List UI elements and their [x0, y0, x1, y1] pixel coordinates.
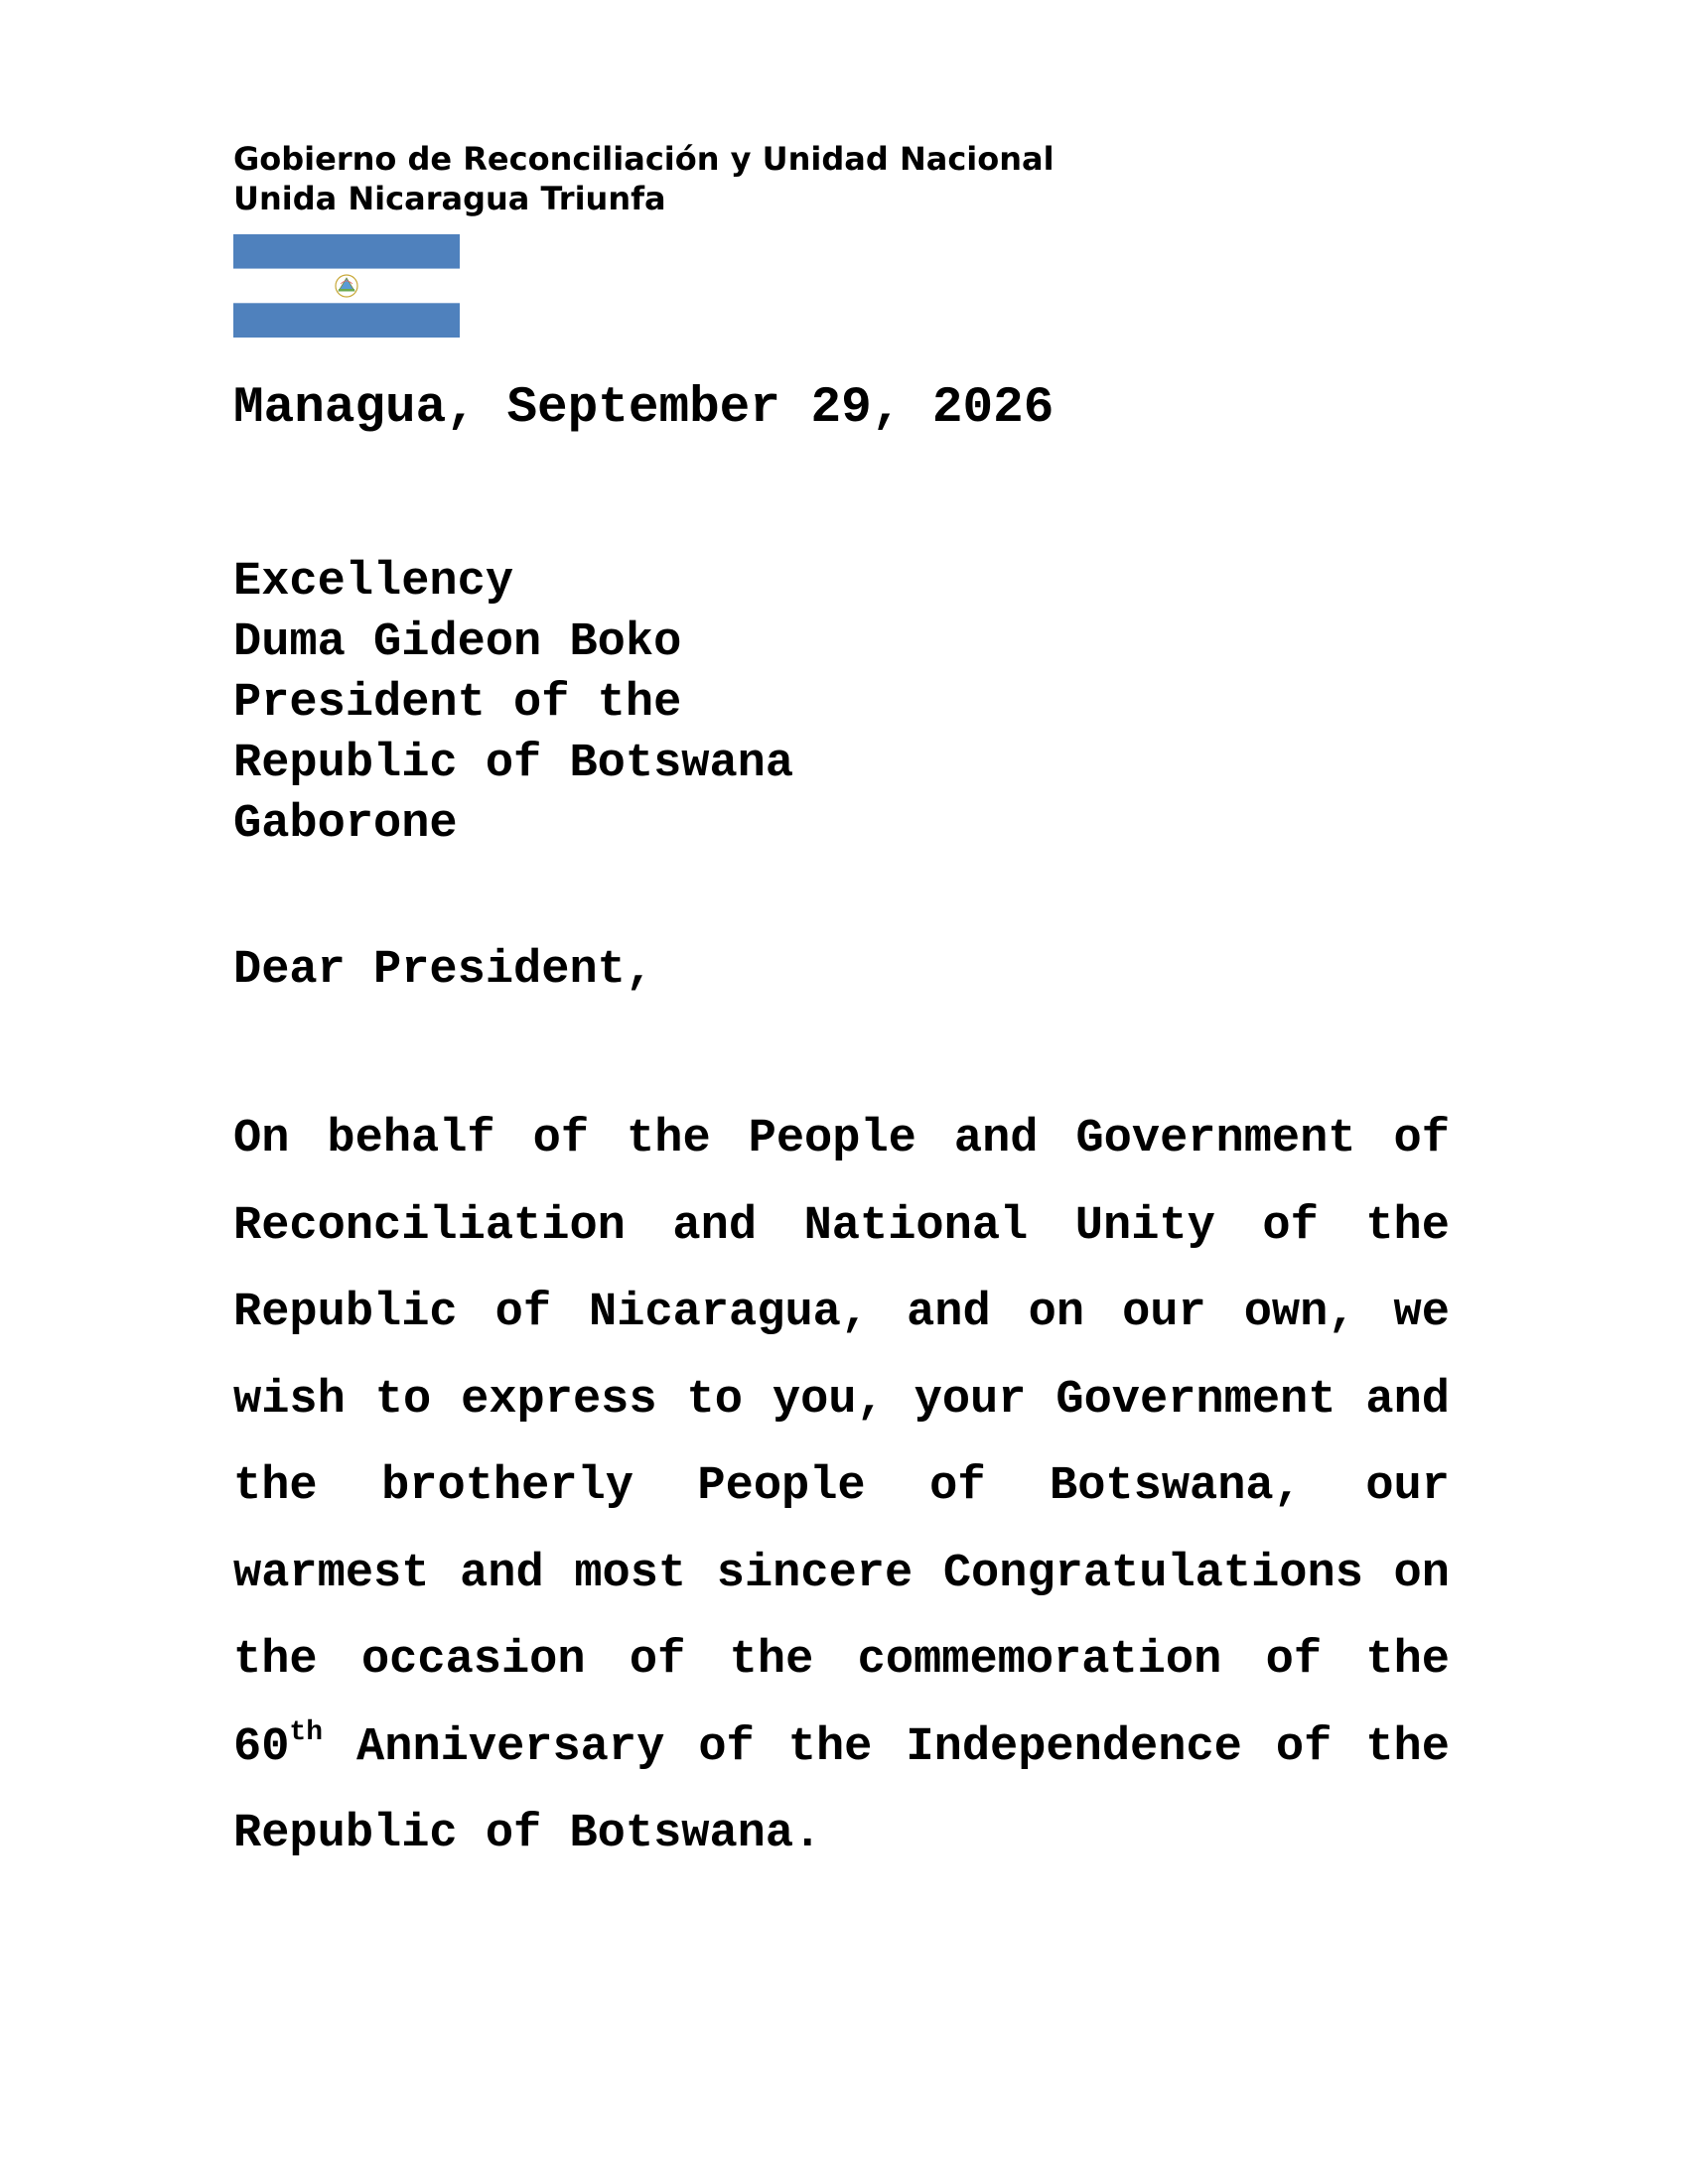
letter-body [233, 1110, 1450, 1892]
body-word: brotherly [381, 1460, 633, 1513]
recipient-position: President of the [233, 677, 682, 730]
body-word: National [803, 1199, 1029, 1253]
body-word: and [907, 1287, 991, 1339]
body-word: the [787, 1720, 873, 1774]
recipient-block [233, 552, 793, 855]
body-word: the [729, 1634, 814, 1687]
body-word: of [1275, 1720, 1333, 1774]
ordinal-suffix: th [289, 1716, 324, 1748]
body-line [233, 1371, 1450, 1458]
recipient-city: Gaborone [233, 798, 458, 851]
body-word: the [627, 1113, 711, 1165]
body-line [233, 1284, 1450, 1371]
body-word-ordinal: 60th [233, 1716, 324, 1774]
body-word: and [1365, 1373, 1450, 1427]
body-word: wish [233, 1373, 346, 1427]
body-word: Republic [233, 1287, 458, 1339]
body-word: of [1265, 1634, 1323, 1687]
body-word: Unity [1074, 1199, 1215, 1253]
body-word: Reconciliation [233, 1199, 626, 1253]
body-word: occasion [360, 1634, 586, 1687]
recipient-name: Duma Gideon Boko [233, 616, 682, 669]
body-word: our [1122, 1287, 1206, 1339]
body-word: of [1393, 1113, 1450, 1165]
body-line [233, 1457, 1450, 1545]
body-word: and [460, 1547, 544, 1600]
body-word: the [1365, 1720, 1450, 1774]
body-word: of [629, 1634, 686, 1687]
body-word: on [1028, 1287, 1085, 1339]
body-word: our [1365, 1460, 1450, 1513]
letterhead [233, 139, 1055, 218]
body-word: sincere [716, 1547, 914, 1600]
body-word: most [574, 1547, 687, 1600]
body-line [233, 1545, 1450, 1632]
body-word: commemoration [857, 1634, 1222, 1687]
body-word: Anniversary [356, 1720, 665, 1774]
body-word: and [953, 1113, 1039, 1165]
body-word: the [1365, 1634, 1450, 1687]
body-word: to [686, 1373, 743, 1427]
body-word: behalf [327, 1113, 495, 1165]
body-word: of [929, 1460, 986, 1513]
body-word: express [461, 1373, 657, 1427]
body-word: Independence [906, 1720, 1242, 1774]
body-word: Nicaragua, [589, 1287, 870, 1339]
body-word: of [1262, 1199, 1319, 1253]
body-line [233, 1110, 1450, 1197]
body-word: of [698, 1720, 755, 1774]
letterhead-government-name: Gobierno de Reconciliación y Unidad Nacional [233, 140, 1055, 178]
body-word: the [233, 1634, 318, 1687]
body-word: the [233, 1460, 318, 1513]
body-word: Botswana, [1050, 1460, 1302, 1513]
body-word: the [1365, 1199, 1450, 1253]
body-word: to [374, 1373, 432, 1427]
body-word: your [914, 1373, 1027, 1427]
recipient-title: Excellency [233, 556, 514, 609]
body-word: Government [1075, 1113, 1356, 1165]
body-word: of [494, 1287, 552, 1339]
body-word: you, [772, 1373, 885, 1427]
body-word: Government [1055, 1373, 1336, 1427]
letter-date: Managua, September 29, 2026 [233, 380, 1055, 437]
body-word: Congratulations [942, 1547, 1363, 1600]
body-line [233, 1197, 1450, 1285]
body-line [233, 1805, 1450, 1892]
body-line [233, 1631, 1450, 1718]
body-word: on [1393, 1547, 1450, 1600]
body-word: On [233, 1113, 290, 1165]
salutation: Dear President, [233, 944, 654, 997]
body-word: and [672, 1199, 758, 1253]
body-word: People [748, 1113, 916, 1165]
body-word: of [532, 1113, 590, 1165]
body-word: Republic of Botswana. [233, 1808, 822, 1860]
body-word: own, [1243, 1287, 1356, 1339]
body-word: we [1393, 1287, 1450, 1339]
body-word: People [697, 1460, 866, 1513]
letterhead-slogan: Unida Nicaragua Triunfa [233, 180, 666, 217]
nicaragua-flag-icon [233, 234, 460, 338]
recipient-country: Republic of Botswana [233, 738, 794, 790]
body-line [233, 1718, 1450, 1806]
body-word: warmest [233, 1547, 430, 1600]
